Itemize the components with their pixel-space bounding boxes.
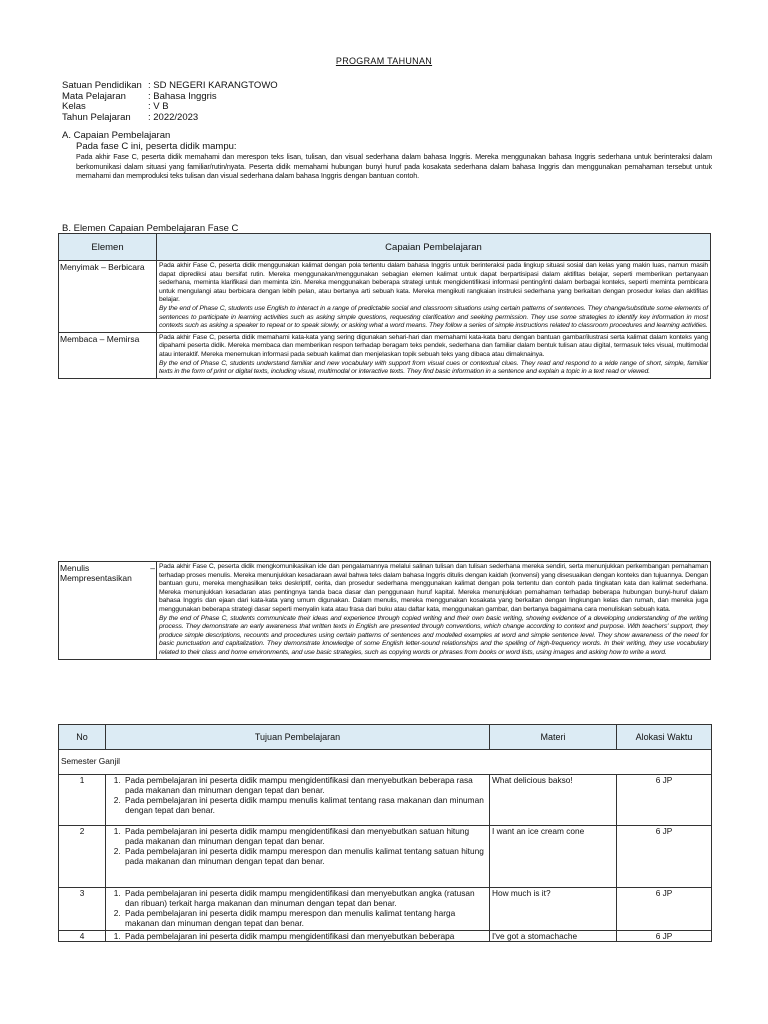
table-row bbox=[59, 888, 712, 931]
label-part: Menulis bbox=[60, 563, 90, 573]
meta-value: : SD NEGERI KARANGTOWO bbox=[148, 80, 278, 91]
capaian-cell bbox=[157, 261, 711, 333]
materi-cell: How much is it? bbox=[490, 888, 617, 931]
tujuan-table bbox=[58, 724, 712, 942]
row-number: 4 bbox=[59, 931, 106, 942]
list-item: 2. Pada pembelajaran ini peserta didik mampu menulis kalimat tentang rasa makanan dan minuman dengan tepat dan benar. bbox=[123, 795, 487, 815]
list-item: 2. Pada pembelajaran ini peserta didik mampu merespon dan menulis kalimat tentang satuan hitung pada makanan dan minuman dengan tepat dan benar. bbox=[123, 846, 487, 866]
materi-header: Materi bbox=[490, 725, 617, 750]
tujuan-list bbox=[108, 775, 487, 815]
alokasi-cell: 6 JP bbox=[617, 826, 712, 888]
label-dash: – bbox=[150, 563, 155, 573]
table-row bbox=[59, 775, 712, 826]
semester-label: Semester Ganjil bbox=[59, 750, 712, 775]
meta-value: : V B bbox=[148, 101, 169, 112]
materi-cell: What delicious bakso! bbox=[490, 775, 617, 826]
label-part: Mempresentasikan bbox=[60, 573, 132, 583]
row-number: 2 bbox=[59, 826, 106, 888]
tujuan-list bbox=[108, 931, 487, 941]
table-row bbox=[59, 826, 712, 888]
materi-cell: I've got a stomachache bbox=[490, 931, 617, 942]
capaian-en-text: By the end of Phase C, students communicate their ideas and experience through copied writing and their own basic writing, showing evidence of a developing understanding of the writing process. They demonstrate an early awareness that written texts in English are presented through conventions, which change according to context and purpose. With teachers' support, they produce simple descriptions, recounts and procedures using certain patterns of sentences and modelled examples at word and simple sentence level. They show awareness of the need for basic punctuation and capitalization. They demonstrate knowledge of some English letter-sound relationships and the spelling of high-frequency words. In their writing, they use vocabulary related to their class and home environments, and use basic strategies, such as copying words or phrases from books or word lists, using images and asking how to write a word. bbox=[159, 614, 708, 656]
capaian-cell bbox=[157, 562, 711, 660]
tujuan-cell bbox=[106, 888, 490, 931]
list-item: 1. Pada pembelajaran ini peserta didik mampu mengidentifikasi dan menyebutkan satuan hitung pada makanan dan minuman dengan tepat dan benar. bbox=[123, 826, 487, 846]
elemen-header: Elemen bbox=[59, 234, 157, 261]
list-item: 1. Pada pembelajaran ini peserta didik mampu mengidentifikasi dan menyebutkan beberapa rasa pada makanan dan minuman dengan tepat dan benar. bbox=[123, 775, 487, 795]
tujuan-list bbox=[108, 888, 487, 928]
section-a-subheading: Pada fase C ini, peserta didik mampu: bbox=[76, 140, 237, 152]
table-row bbox=[59, 931, 712, 942]
section-a-paragraph: Pada akhir Fase C, peserta didik memahami dan merespon teks lisan, tulisan, dan visual sederhana dalam bahasa Inggris. Mereka menggunakan bahasa Inggris sederhana untuk berinteraksi dalam berkomunikasi dalam situasi yang familiar/rutin/nyata. Peserta didik memahami hubungan bunyi huruf pada kosakata sederhana dalam bahasa Inggris dan menggunakan pemahaman tersebut untuk memahami dan memproduksi teks tulisan dan visual sederhana dalam bahasa Inggris dengan bantuan contoh. bbox=[76, 152, 712, 180]
section-b-heading: B. Elemen Capaian Pembelajaran Fase C bbox=[62, 223, 239, 234]
alokasi-cell: 6 JP bbox=[617, 888, 712, 931]
section-a-heading: A. Capaian Pembelajaran bbox=[62, 130, 171, 141]
document-title: PROGRAM TAHUNAN bbox=[335, 56, 433, 66]
tujuan-cell bbox=[106, 775, 490, 826]
metadata-block bbox=[62, 81, 278, 123]
elemen-label bbox=[59, 562, 157, 660]
alokasi-header: Alokasi Waktu bbox=[617, 725, 712, 750]
elemen-label: Menyimak – Berbicara bbox=[59, 261, 157, 333]
meta-key: Tahun Pelajaran bbox=[62, 111, 131, 123]
materi-cell: I want an ice cream cone bbox=[490, 826, 617, 888]
list-item: 1. Pada pembelajaran ini peserta didik mampu mengidentifikasi dan menyebutkan beberapa bbox=[123, 931, 487, 941]
meta-row bbox=[62, 92, 278, 103]
table-row bbox=[59, 562, 711, 660]
section-a bbox=[62, 131, 712, 181]
table-row bbox=[59, 261, 711, 333]
table-row bbox=[59, 332, 711, 378]
meta-value: : Bahasa Inggris bbox=[148, 90, 217, 102]
elemen-table bbox=[58, 233, 711, 379]
meta-value: : 2022/2023 bbox=[148, 111, 199, 123]
capaian-en-text: By the end of Phase C, students understand familiar and new vocabulary with support from visual cues or contextual clues. They read and respond to a wide range of short, simple, familiar texts in the form of print or digital texts, including visual, multimodal or interactive texts. They find basic information in a sentence and explain a topic in a text read or viewed. bbox=[159, 359, 708, 376]
capaian-id-text: Pada akhir Fase C, peserta didik mengkomunikasikan ide dan pengalamannya melalui salinan tulisan dan tulisan sederhana mereka sendiri, serta menunjukkan perkembangan pemahaman terhadap proses menulis. Mereka menunjukkan kesadaraan awal bahwa teks dalam bahasa Inggris ditulis dengan kaidah (konvensi) yang disesuaikan dengan konteks dan tujuannya. Dengan bantuan guru, mereka menghasilkan teks deskriptif, cerita, dan prosedur sederhana menggunakan kalimat dengan pola tertentu dan contoh pada tingkatan kata dan kalimat sederhana. Mereka menunjukkan kesadaran atas pentingnya tanda baca dasar dan penggunaan huruf kapital. Mereka menunjukkan pemahaman terhadap beberapa hubungan bunyi-huruf dalam bahasa Inggris dan ejaan dari kata-kata yang umum digunakan. Dalam menulis, mereka menggunakan kosakata yang berkaitan dengan lingkungan kelas dan rumah, dan mereka juga menggunakan beberapa strategi dasar seperti menyalin kata atau frasa dari buku atau daftar kata, menggunakan gambar, dan bertanya bagaimana cara menuliskan sebuah kata. bbox=[159, 563, 708, 613]
capaian-id-text: Pada akhir Fase C, peserta didik memahami kata-kata yang sering digunakan sehari-hari dan memahami kata-kata baru dengan bantuan gambar/ilustrasi serta kalimat dalam konteks yang dipahami peserta didik. Mereka membaca dan memberikan respon terhadap beragam teks pendek, sederhana dan familiar dalam bentuk tulisan atau digital, termasuk teks visual, multimodal atau interaktif. Mereka menemukan informasi pada sebuah kalimat dan menjelaskan topik sebuah teks yang dibaca atau dimaknainya. bbox=[159, 333, 708, 358]
capaian-cell bbox=[157, 332, 711, 378]
meta-row bbox=[62, 81, 278, 92]
no-header: No bbox=[59, 725, 106, 750]
row-number: 3 bbox=[59, 888, 106, 931]
tujuan-cell bbox=[106, 931, 490, 942]
meta-row bbox=[62, 113, 278, 124]
menulis-table bbox=[58, 561, 711, 660]
capaian-header: Capaian Pembelajaran bbox=[157, 234, 711, 261]
meta-key: Mata Pelajaran bbox=[62, 90, 126, 102]
tujuan-cell bbox=[106, 826, 490, 888]
meta-key: Satuan Pendidikan bbox=[62, 80, 142, 91]
capaian-en-text: By the end of Phase C, students use English to interact in a range of predictable social and classroom situations using certain patterns of sentences. They change/substitute some elements of sentences to participate in learning activities such as asking simple questions, requesting clarification and seeking permission. They use some strategies to identify key information in most contexts such as asking a speaker to repeat or to speak slowly, or asking what a word means. They follow a series of simple instructions related to classroom procedures and learning activities. bbox=[159, 304, 708, 330]
row-number: 1 bbox=[59, 775, 106, 826]
capaian-id-text: Pada akhir Fase C, peserta didik menggunakan kalimat dengan pola tertentu dalam bahasa Inggris untuk berinteraksi pada lingkup situasi sosial dan kelas yang makin luas, namun masih dapat diprediksi atau bersifat rutin. Mereka menggunakan/menggunakan sebagian elemen kalimat untuk dapat berpartisipasi dalam aktifitas belajar, seperti memberikan pertanyaan sederhana, meminta klarifikasi dan meminta izin. Mereka menggunakan beberapa strategi untuk mengidentifikasi informasi penting/inti dalam berbagai konteks, seperti meminta pembicara untuk mengulangi atau berbicara dengan lebih pelan, atau bertanya arti sebuah kata. Mereka mengikuti rangkaian instruksi sederhana yang berkaitan dengan prosedur kelas dan aktifitas belajar. bbox=[159, 262, 708, 304]
tujuan-list bbox=[108, 826, 487, 866]
meta-row bbox=[62, 102, 278, 113]
list-item: 2. Pada pembelajaran ini peserta didik mampu merespon dan menulis kalimat tentang harga makanan dan minuman dengan tepat dan benar. bbox=[123, 908, 487, 928]
alokasi-cell: 6 JP bbox=[617, 931, 712, 942]
meta-key: Kelas bbox=[62, 101, 86, 112]
tujuan-header: Tujuan Pembelajaran bbox=[106, 725, 490, 750]
list-item: 1. Pada pembelajaran ini peserta didik mampu mengidentifikasi dan menyebutkan angka (ratusan dan ribuan) terkait harga makanan dan minuman dengan tepat dan benar. bbox=[123, 888, 487, 908]
alokasi-cell: 6 JP bbox=[617, 775, 712, 826]
elemen-label: Membaca – Memirsa bbox=[59, 332, 157, 378]
